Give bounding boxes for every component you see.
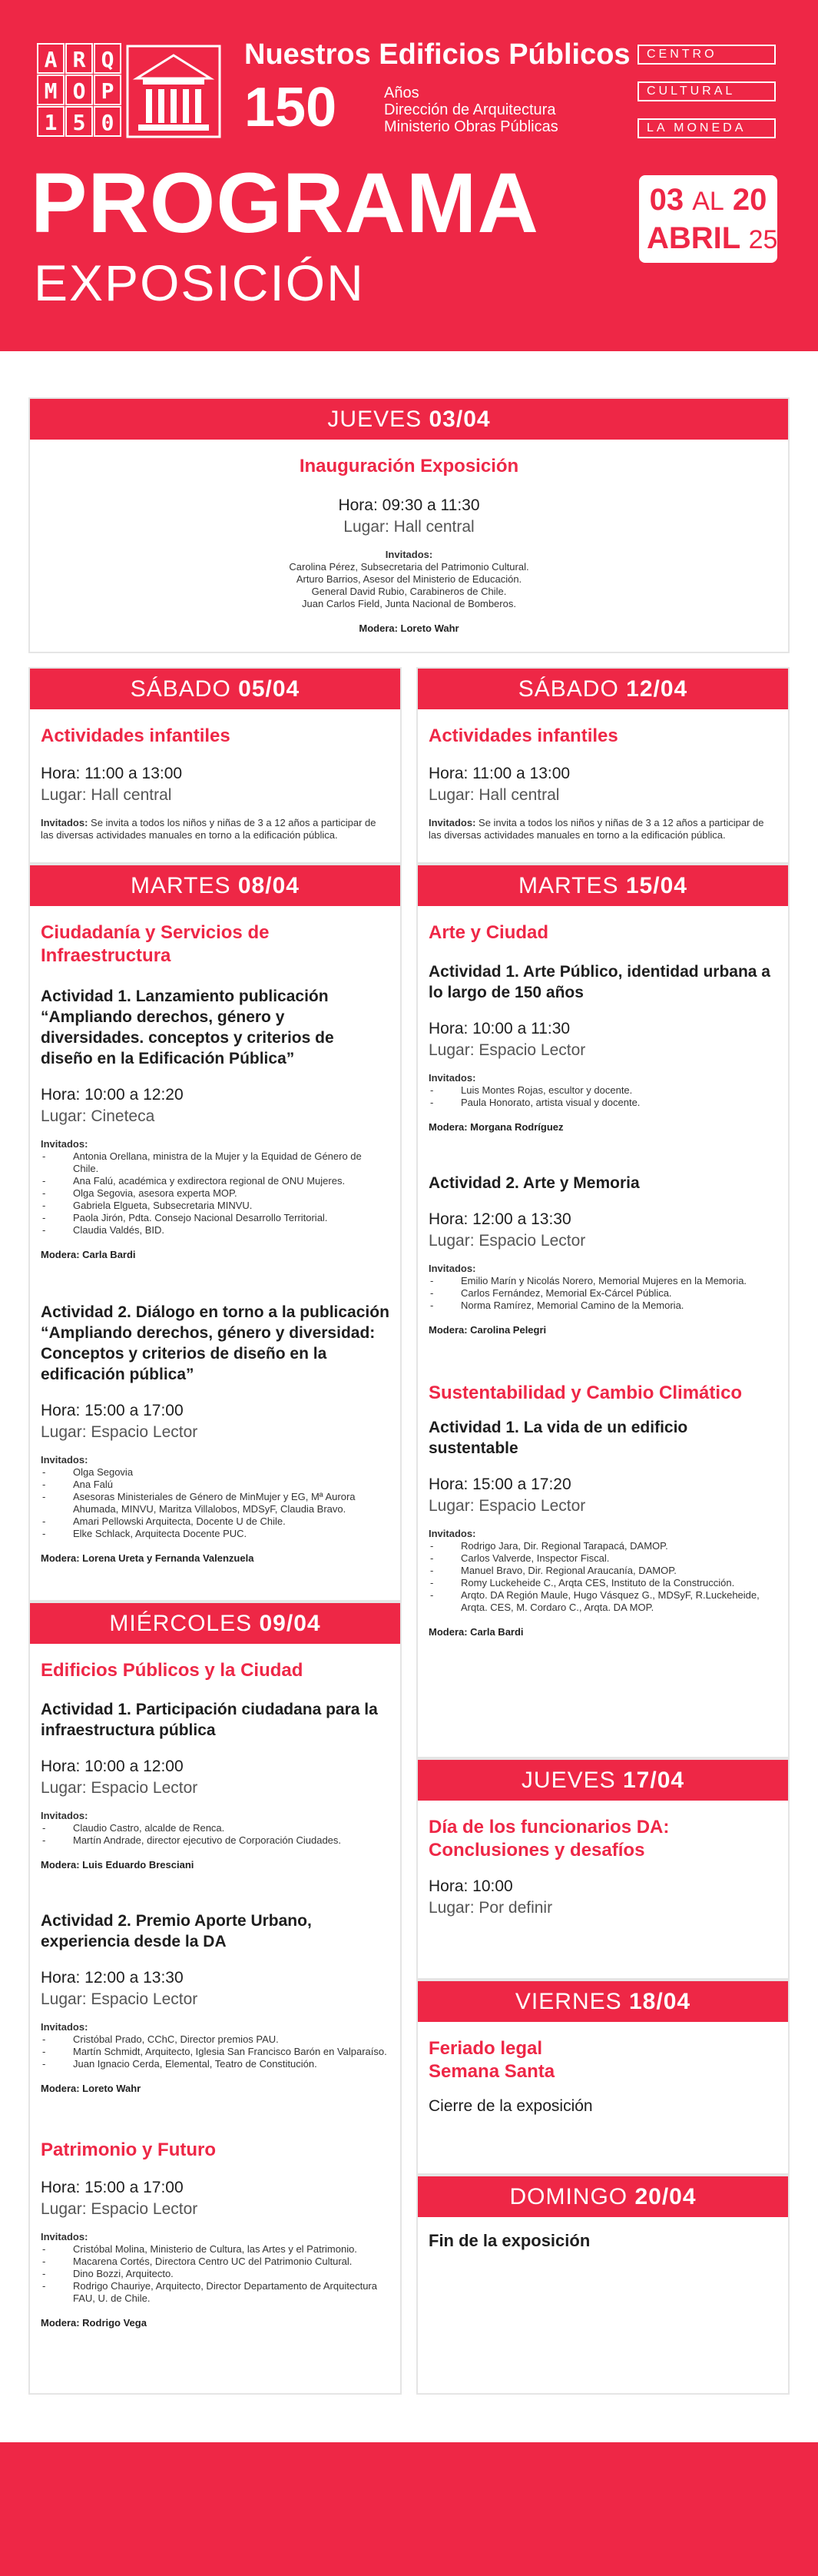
guests-label: Invitados: — [41, 2021, 88, 2033]
event-title: Patrimonio y Futuro — [41, 2139, 216, 2160]
guests-label: Invitados: — [429, 1263, 476, 1274]
moderator: Modera: Carolina Pelegri — [429, 1324, 547, 1336]
guest-item: - Amari Pellowski Arquitecta, Docente U de Chile. — [41, 1515, 389, 1528]
day-date: 09/04 — [259, 1611, 321, 1636]
day-card-martes-15 — [416, 864, 790, 1758]
guest-item: - Claudio Castro, alcalde de Renca. — [41, 1822, 389, 1834]
guest-list — [429, 1540, 777, 1614]
guest-item: - Martín Schmidt, Arquitecto, Iglesia San Francisco Barón en Valparaíso. — [41, 2046, 389, 2058]
day-card-jueves-17 — [416, 1758, 790, 1980]
event-title: Arte y Ciudad — [429, 922, 549, 943]
moderator: Modera: Morgana Rodríguez — [429, 1121, 564, 1133]
moderator: Modera: Lorena Ureta y Fernanda Valenzuela — [41, 1552, 254, 1564]
event-title: Ciudadanía y Servicios de Infraestructura — [41, 922, 270, 966]
day-header — [30, 399, 788, 440]
guest-list — [429, 1084, 777, 1109]
activity-title: Actividad 1. Arte Público, identidad urbana a lo largo de 150 años — [429, 963, 770, 1001]
day-header — [418, 1760, 788, 1801]
date-range-badge — [639, 175, 777, 263]
guest-item: - Juan Ignacio Cerda, Elemental, Teatro de Constitución. — [41, 2058, 389, 2070]
day-name: MIÉRCOLES — [109, 1611, 253, 1636]
event-time: Hora: 15:00 a 17:00 — [41, 1402, 184, 1419]
guests-label: Invitados: — [429, 1072, 476, 1084]
day-name: SÁBADO — [518, 676, 619, 702]
day-date: 12/04 — [626, 676, 688, 702]
activity-title: Actividad 1. Participación ciudadana para la infraestructura pública — [41, 1701, 378, 1739]
day-date: 17/04 — [622, 1768, 685, 1793]
page-title: PROGRAMA — [31, 156, 539, 251]
guests-note: Invitados: Se invita a todos los niños y niñas de 3 a 12 años a participar de las diversas actividades manuales en torno a la edificación pública. — [41, 817, 376, 841]
date-end: 20 — [732, 183, 767, 217]
guest-item: - Antonia Orellana, ministra de la Mujer y la Equidad de Género de Chile. — [41, 1150, 389, 1175]
logo-letter: Q — [94, 43, 121, 74]
centro-cultural-label: LA MONEDA — [638, 118, 776, 138]
moderator: Modera: Rodrigo Vega — [41, 2317, 147, 2329]
day-card-sabado-12 — [416, 667, 790, 864]
event-place: Lugar: Espacio Lector — [429, 1497, 586, 1515]
guest-item: - Rodrigo Jara, Dir. Regional Tarapacá, DAMOP. — [429, 1540, 777, 1552]
guests-label: Invitados: — [41, 2231, 88, 2242]
logo-letter: 0 — [94, 106, 121, 137]
day-name: DOMINGO — [509, 2184, 628, 2209]
event-time: Hora: 15:00 a 17:20 — [429, 1476, 571, 1493]
event-time: Hora: 09:30 a 11:30 — [338, 496, 480, 514]
day-name: JUEVES — [327, 407, 422, 432]
guest-item: - Emilio Marín y Nicolás Norero, Memorial Mujeres en la Memoria. — [429, 1275, 777, 1287]
day-header — [30, 669, 400, 709]
day-name: MARTES — [518, 873, 619, 898]
guest-item: - Claudia Valdés, BID. — [41, 1224, 389, 1237]
date-start: 03 — [649, 183, 684, 217]
day-name: JUEVES — [521, 1768, 616, 1793]
day-card-sabado-05 — [28, 667, 402, 864]
moderator: Modera: Loreto Wahr — [359, 622, 459, 634]
guest-item: - Cristóbal Prado, CChC, Director premios PAU. — [41, 2033, 389, 2046]
guest-item: Juan Carlos Field, Junta Nacional de Bomberos. — [302, 598, 516, 609]
day-date: 05/04 — [238, 676, 300, 702]
guest-item: - Rodrigo Chauriye, Arquitecto, Director Departamento de Arquitectura FAU, U. de Chile. — [41, 2280, 389, 2305]
logo-letter: A — [37, 43, 65, 74]
activity-title: Actividad 2. Arte y Memoria — [429, 1174, 640, 1192]
day-name: MARTES — [131, 873, 231, 898]
event-note: Cierre de la exposición — [429, 2097, 593, 2115]
guests-label: Invitados: — [429, 1528, 476, 1539]
guest-list — [41, 561, 777, 610]
date-connector: AL — [692, 187, 724, 216]
anniversary-number: 150 — [244, 77, 337, 138]
event-time: Hora: 11:00 a 13:00 — [41, 765, 183, 782]
day-header — [30, 1603, 400, 1644]
series-title: Nuestros Edificios Públicos — [244, 38, 631, 71]
guest-item: - Luis Montes Rojas, escultor y docente. — [429, 1084, 777, 1097]
day-name: SÁBADO — [130, 676, 231, 702]
day-date: 08/04 — [237, 873, 300, 898]
guest-item: - Gabriela Elgueta, Subsecretaria MINVU. — [41, 1200, 389, 1212]
event-place: Lugar: Espacio Lector — [41, 1779, 198, 1797]
footer-band — [0, 2442, 818, 2576]
event-note: Fin de la exposición — [429, 2231, 591, 2250]
guest-item: Arturo Barrios, Asesor del Ministerio de Educación. — [296, 573, 522, 585]
logo-letter: O — [65, 75, 93, 105]
event-time: Hora: 11:00 a 13:00 — [429, 765, 571, 782]
guest-item: - Dino Bozzi, Arquitecto. — [41, 2268, 389, 2280]
logo-letter: R — [65, 43, 93, 74]
guest-item: - Ana Falú — [41, 1479, 389, 1491]
centro-cultural-label: CULTURAL — [638, 81, 776, 101]
anniversary-text — [384, 85, 558, 135]
date-year: 25 — [748, 225, 778, 254]
moderator: Modera: Carla Bardi — [41, 1249, 136, 1260]
event-time: Hora: 10:00 — [429, 1877, 513, 1895]
guests-label: Invitados: — [385, 549, 433, 560]
guest-item: - Carlos Valverde, Inspector Fiscal. — [429, 1552, 777, 1565]
guest-item: - Olga Segovia, asesora experta MOP. — [41, 1187, 389, 1200]
event-title: Feriado legal Semana Santa — [429, 2038, 555, 2082]
day-header — [418, 1981, 788, 2022]
page-subtitle: EXPOSICIÓN — [34, 254, 365, 311]
guest-item: - Carlos Fernández, Memorial Ex-Cárcel Pública. — [429, 1287, 777, 1300]
event-place: Lugar: Espacio Lector — [41, 1990, 198, 2008]
event-time: Hora: 10:00 a 12:20 — [41, 1086, 184, 1104]
event-place: Lugar: Hall central — [343, 518, 475, 536]
event-place: Lugar: Espacio Lector — [429, 1232, 586, 1250]
guests-note: Invitados: Se invita a todos los niños y niñas de 3 a 12 años a participar de las diversas actividades manuales en torno a la edificación pública. — [429, 817, 764, 841]
day-date: 20/04 — [634, 2184, 697, 2209]
guests-label: Invitados: — [41, 1454, 88, 1466]
logo-letter: 1 — [37, 106, 65, 137]
guest-item: - Martín Andrade, director ejecutivo de Corporación Ciudades. — [41, 1834, 389, 1847]
logo-letter: 5 — [65, 106, 93, 137]
guest-item: - Elke Schlack, Arquitecta Docente PUC. — [41, 1528, 389, 1540]
activity-title: Actividad 1. Lanzamiento publicación “Ampliando derechos, género y diversidades. conceptos y criterios de diseño en la Edificación Pública” — [41, 988, 334, 1067]
guest-list — [41, 1466, 389, 1540]
moderator: Modera: Luis Eduardo Bresciani — [41, 1859, 194, 1871]
logo-letter: M — [37, 75, 65, 105]
guest-item: - Manuel Bravo, Dir. Regional Araucanía, DAMOP. — [429, 1565, 777, 1577]
guests-label: Invitados: — [41, 1138, 88, 1150]
guest-item: - Paula Honorato, artista visual y docente. — [429, 1097, 777, 1109]
event-title: Inauguración Exposición — [299, 456, 519, 476]
day-header — [418, 865, 788, 906]
event-place: Lugar: Espacio Lector — [41, 2200, 198, 2218]
activity-title: Actividad 2. Diálogo en torno a la publicación “Ampliando derechos, género y diversidad: Conceptos y criterios de diseño en la edificación pública” — [41, 1303, 389, 1383]
day-date: 15/04 — [625, 873, 687, 898]
guest-item: - Norma Ramírez, Memorial Camino de la Memoria. — [429, 1300, 777, 1312]
guest-list — [41, 2033, 389, 2070]
event-time: Hora: 10:00 a 12:00 — [41, 1758, 184, 1775]
event-title: Edificios Públicos y la Ciudad — [41, 1660, 303, 1681]
header-banner — [0, 0, 818, 351]
day-card-martes-08 — [28, 864, 402, 1602]
guest-item: - Macarena Cortés, Directora Centro UC del Patrimonio Cultural. — [41, 2256, 389, 2268]
guest-item: - Asesoras Ministeriales de Género de MinMujer y EG, Mª Aurora Ahumada, MINVU, Maritza Villalobos, MDSyF, Claudia Bravo. — [41, 1491, 389, 1515]
event-title: Actividades infantiles — [429, 725, 618, 746]
event-title: Sustentabilidad y Cambio Climático — [429, 1383, 743, 1403]
guest-list — [41, 1150, 389, 1237]
event-time: Hora: 12:00 a 13:30 — [429, 1210, 571, 1228]
event-place: Lugar: Hall central — [429, 786, 560, 804]
day-date: 18/04 — [628, 1989, 691, 2014]
event-time: Hora: 12:00 a 13:30 — [41, 1969, 184, 1987]
event-time: Hora: 10:00 a 11:30 — [429, 1020, 571, 1037]
anniversary-line: Dirección de Arquitectura — [384, 101, 556, 118]
event-place: Lugar: Por definir — [429, 1899, 553, 1917]
anniversary-line: Ministerio Obras Públicas — [384, 118, 558, 135]
guest-item: - Olga Segovia — [41, 1466, 389, 1479]
event-place: Lugar: Espacio Lector — [429, 1041, 586, 1059]
guest-item: Carolina Pérez, Subsecretaria del Patrimonio Cultural. — [289, 561, 529, 573]
guest-item: - Paola Jirón, Pdta. Consejo Nacional Desarrollo Territorial. — [41, 1212, 389, 1224]
building-icon — [126, 45, 221, 138]
day-header — [30, 865, 400, 906]
day-card-jueves-03 — [28, 397, 790, 653]
event-place: Lugar: Cineteca — [41, 1107, 155, 1125]
moderator: Modera: Loreto Wahr — [41, 2083, 141, 2094]
day-name: VIERNES — [515, 1989, 622, 2014]
date-month: ABRIL — [647, 221, 740, 255]
event-title: Actividades infantiles — [41, 725, 230, 746]
guest-item: - Cristóbal Molina, Ministerio de Cultura, las Artes y el Patrimonio. — [41, 2243, 389, 2256]
logo-letter: P — [94, 75, 121, 105]
guest-list — [41, 2243, 389, 2305]
guest-item: General David Rubio, Carabineros de Chile. — [311, 586, 507, 597]
centro-cultural-label: CENTRO — [638, 45, 776, 65]
day-header — [418, 2176, 788, 2217]
activity-title: Actividad 1. La vida de un edificio sustentable — [429, 1419, 688, 1457]
event-place: Lugar: Espacio Lector — [41, 1423, 198, 1441]
day-header — [418, 669, 788, 709]
moderator: Modera: Carla Bardi — [429, 1626, 524, 1638]
arqmop-logo — [37, 43, 121, 138]
guest-item: - Romy Luckeheide C., Arqta CES, Instituto de la Construcción. — [429, 1577, 777, 1589]
day-card-miercoles-09 — [28, 1602, 402, 2395]
day-card-domingo-20 — [416, 2175, 790, 2395]
guests-label: Invitados: — [41, 1810, 88, 1821]
event-place: Lugar: Hall central — [41, 786, 172, 804]
guest-list — [429, 1275, 777, 1312]
event-title: Día de los funcionarios DA: Conclusiones y desafíos — [429, 1817, 670, 1861]
day-card-viernes-18 — [416, 1980, 790, 2175]
guest-item: - Arqto. DA Región Maule, Hugo Vásquez G., MDSyF, R.Luckeheide, Arqta. CES, M. Cordaro C., Arqta. DA MOP. — [429, 1589, 777, 1614]
event-time: Hora: 15:00 a 17:00 — [41, 2179, 184, 2196]
day-date: 03/04 — [429, 407, 491, 432]
activity-title: Actividad 2. Premio Aporte Urbano, experiencia desde la DA — [41, 1912, 312, 1950]
guest-list — [41, 1822, 389, 1847]
guest-item: - Ana Falú, académica y exdirectora regional de ONU Mujeres. — [41, 1175, 389, 1187]
anniversary-line: Años — [384, 85, 419, 101]
